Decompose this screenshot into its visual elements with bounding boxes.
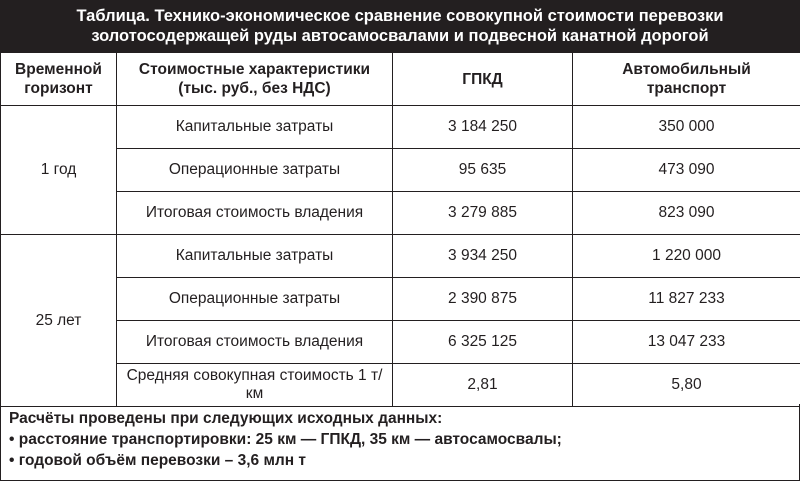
gpkd-cell: 3 934 250 [393,235,573,278]
auto-cell: 1 220 000 [573,235,800,278]
metric-cell: Операционные затраты [117,278,393,321]
metric-cell: Итоговая стоимость владения [117,321,393,364]
auto-cell: 11 827 233 [573,278,800,321]
header-auto-transport-line-1: Автомобильный [622,61,751,78]
metric-cell: Капитальные затраты [117,235,393,278]
table-title-line-1: Таблица. Технико-экономическое сравнение совокупной стоимости перевозки [76,7,724,25]
table-row [1,106,800,149]
cost-comparison-table [0,52,800,407]
table-title [0,0,800,52]
auto-cell: 823 090 [573,192,800,235]
metric-cell: Капитальные затраты [117,106,393,149]
header-time-horizon-line-1: Временной [15,61,102,78]
gpkd-cell: 3 184 250 [393,106,573,149]
table-row [1,321,800,364]
header-time-horizon [1,53,117,106]
table-footnote [0,404,800,481]
header-gpkd: ГПКД [393,53,573,106]
gpkd-cell: 2 390 875 [393,278,573,321]
metric-cell: Операционные затраты [117,149,393,192]
metric-cell: Итоговая стоимость владения [117,192,393,235]
gpkd-cell: 3 279 885 [393,192,573,235]
footnote-line-3: • годовой объём перевозки – 3,6 млн т [9,452,307,469]
auto-cell: 473 090 [573,149,800,192]
table-row [1,192,800,235]
horizon-cell: 25 лет [1,235,117,407]
header-auto-transport [573,53,800,106]
header-cost-characteristics-line-1: Стоимостные характеристики [138,61,371,78]
header-cost-characteristics [117,53,393,106]
horizon-cell: 1 год [1,106,117,235]
table-row [1,364,800,407]
header-row [1,53,800,106]
auto-cell: 13 047 233 [573,321,800,364]
footnote-line-2: • расстояние транспортировки: 25 км — ГПКД, 35 км — автосамосвалы; [9,431,562,448]
metric-cell: Средняя совокупная стоимость 1 т/км [117,364,393,407]
header-cost-characteristics-line-2: (тыс. руб., без НДС) [178,80,331,97]
table-row [1,235,800,278]
header-time-horizon-line-2: горизонт [24,80,93,97]
footnote-line-1: Расчёты проведены при следующих исходных данных: [9,410,443,427]
auto-cell: 350 000 [573,106,800,149]
gpkd-cell: 2,81 [393,364,573,407]
table-row [1,149,800,192]
table-title-line-2: золотосодержащей руды автосамосвалами и подвесной канатной дорогой [91,27,709,45]
gpkd-cell: 95 635 [393,149,573,192]
auto-cell: 5,80 [573,364,800,407]
header-auto-transport-line-2: транспорт [646,80,727,97]
gpkd-cell: 6 325 125 [393,321,573,364]
table-row [1,278,800,321]
